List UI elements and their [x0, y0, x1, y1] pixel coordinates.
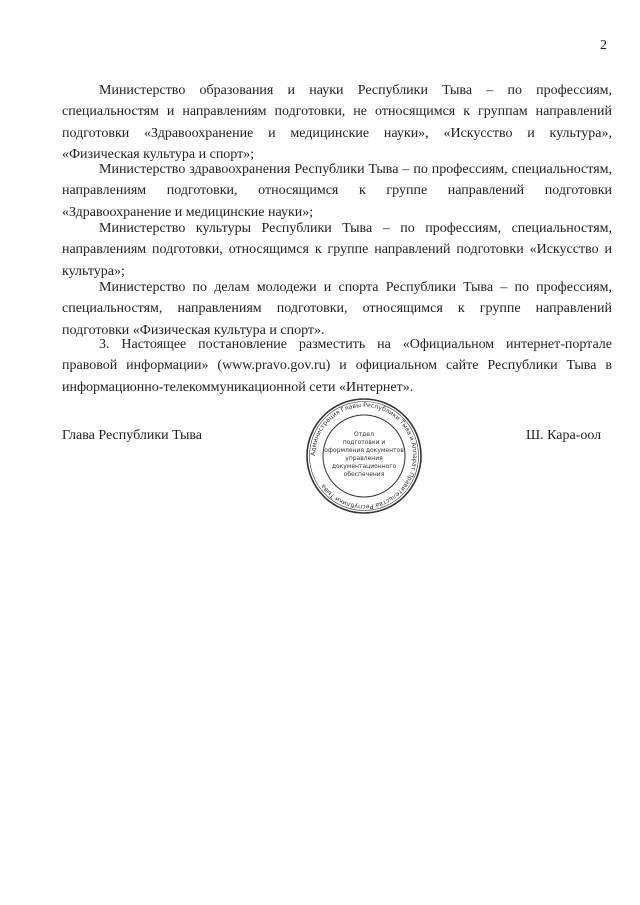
stamp-center-line: оформления документов — [324, 447, 404, 454]
paragraph-ministry-health: Министерство здравоохранения Республики Тыва – по профессиям, специальностям, направлениям подготовки, относящимся к группе направлений подготовки «Здравоохранение и медицинские науки»; — [62, 162, 612, 220]
official-stamp — [304, 396, 424, 516]
paragraph-ministry-youth-sport: Министерство по делам молодежи и спорта Республики Тыва – по профессиям, специальностям, направлениям подготовки, относящимся к группе направлений подготовки «Физическая культура и спорт». — [62, 280, 612, 338]
stamp-center-line: управления — [345, 455, 383, 462]
stamp-center-line: обеспечения — [343, 471, 385, 478]
signature-name: Ш. Кара-оол — [526, 428, 602, 443]
paragraph-ministry-culture: Министерство культуры Республики Тыва – по профессиям, специальностям, направлениям подготовки, относящимся к группе направлений подготовки «Искусство и культура»; — [62, 221, 612, 279]
signature-title: Глава Республики Тыва — [62, 428, 203, 443]
paragraph-ministry-education: Министерство образования и науки Республики Тыва – по профессиям, специальностям и направлениям подготовки, не относящимся к группам направлений подготовки «Здравоохранение и медицинские науки», «Искусство и культура», «Физическая культура и спорт»; — [62, 83, 612, 162]
stamp-ring-text: Администрация Главы Республики Тыва и Аппарат Правительства Республики Тыва — [309, 401, 419, 511]
stamp-center-line: документационного — [331, 463, 397, 470]
paragraph-publication-clause: 3. Настоящее постановление разместить на «Официальном интернет-портале правовой информации» (www.pravo.gov.ru) и официальном сайте Республики Тыва в информационно-телекоммуникационной сети «Интернет». — [62, 337, 612, 395]
stamp-center-line: Отдел — [354, 431, 374, 438]
page-number: 2 — [600, 38, 607, 53]
stamp-center-line: подготовки и — [342, 439, 386, 446]
